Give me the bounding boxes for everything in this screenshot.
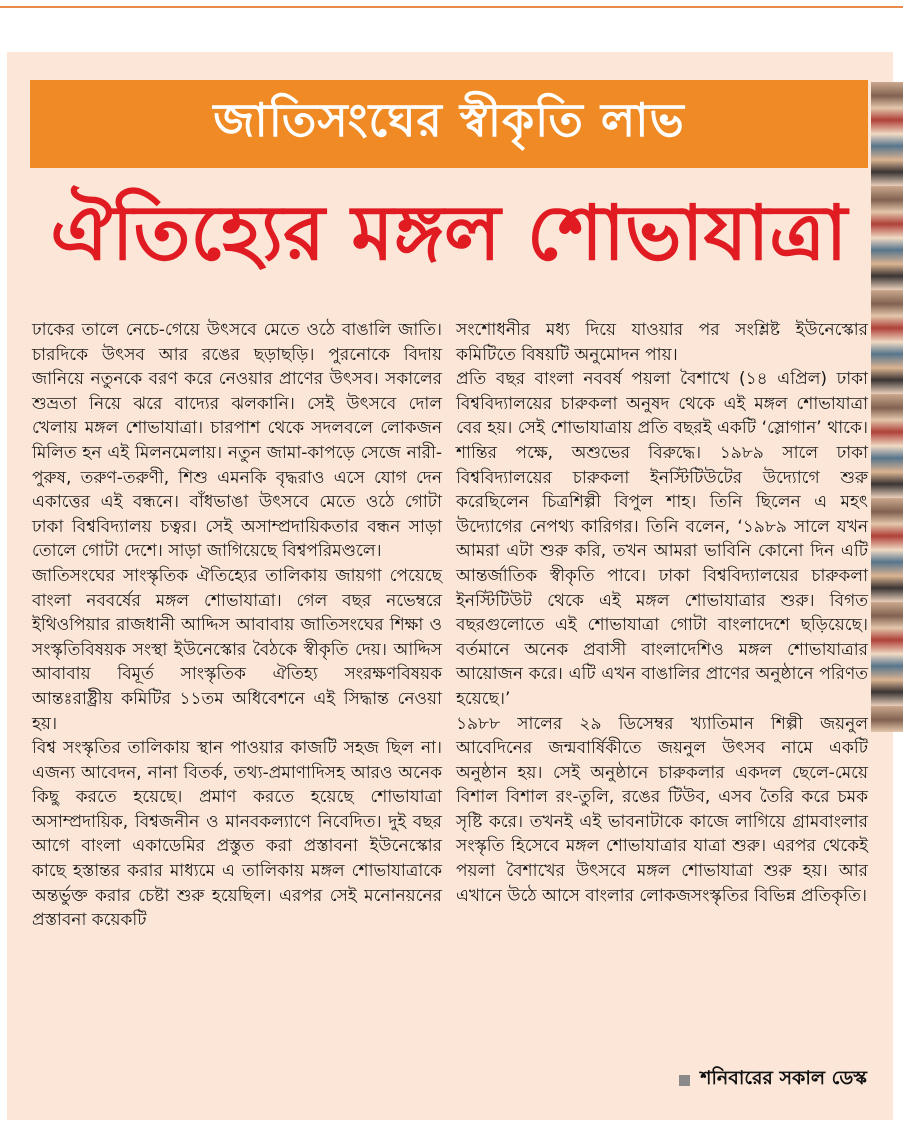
right-column xyxy=(456,318,868,908)
section-banner xyxy=(30,80,868,168)
left-column xyxy=(32,318,442,933)
paragraph: ঢাকের তালে নেচে-গেয়ে উৎসবে মেতে ওঠে বাঙালি জাতি। চারদিকে উৎসব আর রঙের ছড়াছড়ি। পুরনোকে বিদায় জানিয়ে নতুনকে বরণ করে নেওয়ার প্রাণের উৎসব। সকালের শুভ্রতা নিয়ে ঝরে বাদ্যের ঝলকানি। সেই উৎসবে দোল খেলায় মঙ্গল শোভাযাত্রা। চারপাশ থেকে সদলবলে লোকজন মিলিত হন এই মিলনমেলায়। নতুন জামা-কাপড়ে সেজে নারী-পুরুষ, তরুণ-তরুণী, শিশু এমনকি বৃদ্ধরাও এসে যোগ দেন একাত্তের এই বন্ধনে। বাঁধভাঙা উৎসবে মেতে ওঠে গোটা ঢাকা বিশ্ববিদ্যালয় চত্বর। সেই অসাম্প্রদায়িকতার বন্ধন সাড়া তোলে গোটা দেশে। সাড়া জাগিয়েছে বিশ্বপরিমণ্ডলে। xyxy=(32,320,442,562)
square-bullet-icon xyxy=(679,1075,690,1086)
paragraph: জাতিসংঘের সাংস্কৃতিক ঐতিহ্যের তালিকায় জায়গা পেয়েছে বাংলা নববর্ষের মঙ্গল শোভাযাত্রা। গেল বছর নভেম্বরে ইথিওপিয়ার রাজধানী আদ্দিস আবাবায় জাতিসংঘের শিক্ষা ও সংস্কৃতিবিষয়ক সংস্থা ইউনেস্কোর বৈঠকে স্বীকৃতি দেয়। আদ্দিস আবাবায় বিমূর্ত সাংস্কৃতিক ঐতিহ্য সংরক্ষণবিষয়ক আন্তঃরাষ্ট্রীয় কমিটির ১১তম অধিবেশনে এই সিদ্ধান্ত নেওয়া হয়। xyxy=(32,565,442,734)
article-headline: ঐতিহ্যের মঙ্গল শোভাযাত্রা xyxy=(50,187,848,277)
paragraph: ১৯৮৮ সালের ২৯ ডিসেম্বর খ্যাতিমান শিল্পী জয়নুল আবেদিনের জন্মবার্ষিকীতে জয়নুল উৎসব নামে একটি অনুষ্ঠান হয়। সেই অনুষ্ঠানে চারুকলার একদল ছেলে-মেয়ে বিশাল বিশাল রং-তুলি, রঙের টিউব, এসব তৈরি করে চমক সৃষ্টি করে। তখনই এই ভাবনাটাকে কাজে লাগিয়ে গ্রামবাংলার সংস্কৃতি হিসেবে মঙ্গল শোভাযাত্রার যাত্রা শুরু। এরপর থেকেই পয়লা বৈশাখের উৎসবে মঙ্গল শোভাযাত্রা শুরু হয়। আর এখানে উঠে আসে বাংলার লোকজসংস্কৃতির বিভিন্ন প্রতিকৃতি। xyxy=(456,713,868,906)
paragraph: সংশোধনীর মধ্য দিয়ে যাওয়ার পর সংশ্লিষ্ট ইউনেস্কোর কমিটিতে বিষয়টি অনুমোদন পায়। xyxy=(456,320,868,365)
paragraph: প্রতি বছর বাংলা নববর্ষ পয়লা বৈশাখে (১৪ এপ্রিল) ঢাকা বিশ্ববিদ্যালয়ের চারুকলা অনুষদ থেকে এই মঙ্গল শোভাযাত্রা বের হয়। সেই শোভাযাত্রায় প্রতি বছরই একটি ‘স্লোগান’ থাকে। শান্তির পক্ষে, অশুভের বিরুদ্ধে। ১৯৮৯ সালে ঢাকা বিশ্ববিদ্যালয়ের চারুকলা ইনস্টিটিউটের উদ্যোগে শুরু করেছিলেন চিত্রশিল্পী বিপুল শাহ। তিনি ছিলেন এ মহৎ উদ্যোগের নেপথ্য কারিগর। তিনি বলেন, ‘১৯৮৯ সালে যখন আমরা এটা শুরু করি, তখন আমরা ভাবিনি কোনো দিন এটি আন্তর্জাতিক স্বীকৃতি পাবে। ঢাকা বিশ্ববিদ্যালয়ের চারুকলা ইনস্টিটিউট থেকে এই মঙ্গল শোভাযাত্রার শুরু। বিগত বছরগুলোতে এই শোভাযাত্রা গোটা বাংলাদেশে ছড়িয়েছে। বর্তমানে অনেক প্রবাসী বাংলাদেশিও মঙ্গল শোভাযাত্রার আয়োজন করে। এটি এখন বাঙালির প্রাণের অনুষ্ঠানে পরিণত হয়েছে।’ xyxy=(456,369,868,709)
paragraph: বিশ্ব সংস্কৃতির তালিকায় স্থান পাওয়ার কাজটি সহজ ছিল না। এজন্য আবেদন, নানা বিতর্ক, তথ্য-প্রমাণাদিসহ আরও অনেক কিছু করতে হয়েছে। প্রমাণ করতে হয়েছে শোভাযাত্রা অসাম্প্রদায়িক, বিশ্বজনীন ও মানবকল্যাণে নিবেদিত। দুই বছর আগে বাংলা একাডেমির প্রস্তুত করা প্রস্তাবনা ইউনেস্কোর কাছে হস্তান্তর করার মাধ্যমে এ তালিকায় মঙ্গল শোভাযাত্রাকে অন্তর্ভুক্ত করার চেষ্টা শুরু হয়েছিল। এরপর সেই মনোনয়নের প্রস্তাবনা কয়েকটি xyxy=(32,738,442,931)
banner-title: জাতিসংঘের স্বীকৃতি লাভ xyxy=(213,93,685,147)
top-rule xyxy=(0,6,903,8)
byline xyxy=(679,1064,867,1096)
crowd-photo-strip xyxy=(871,82,903,732)
byline-text: শনিবারের সকাল ডেস্ক xyxy=(700,1067,867,1089)
